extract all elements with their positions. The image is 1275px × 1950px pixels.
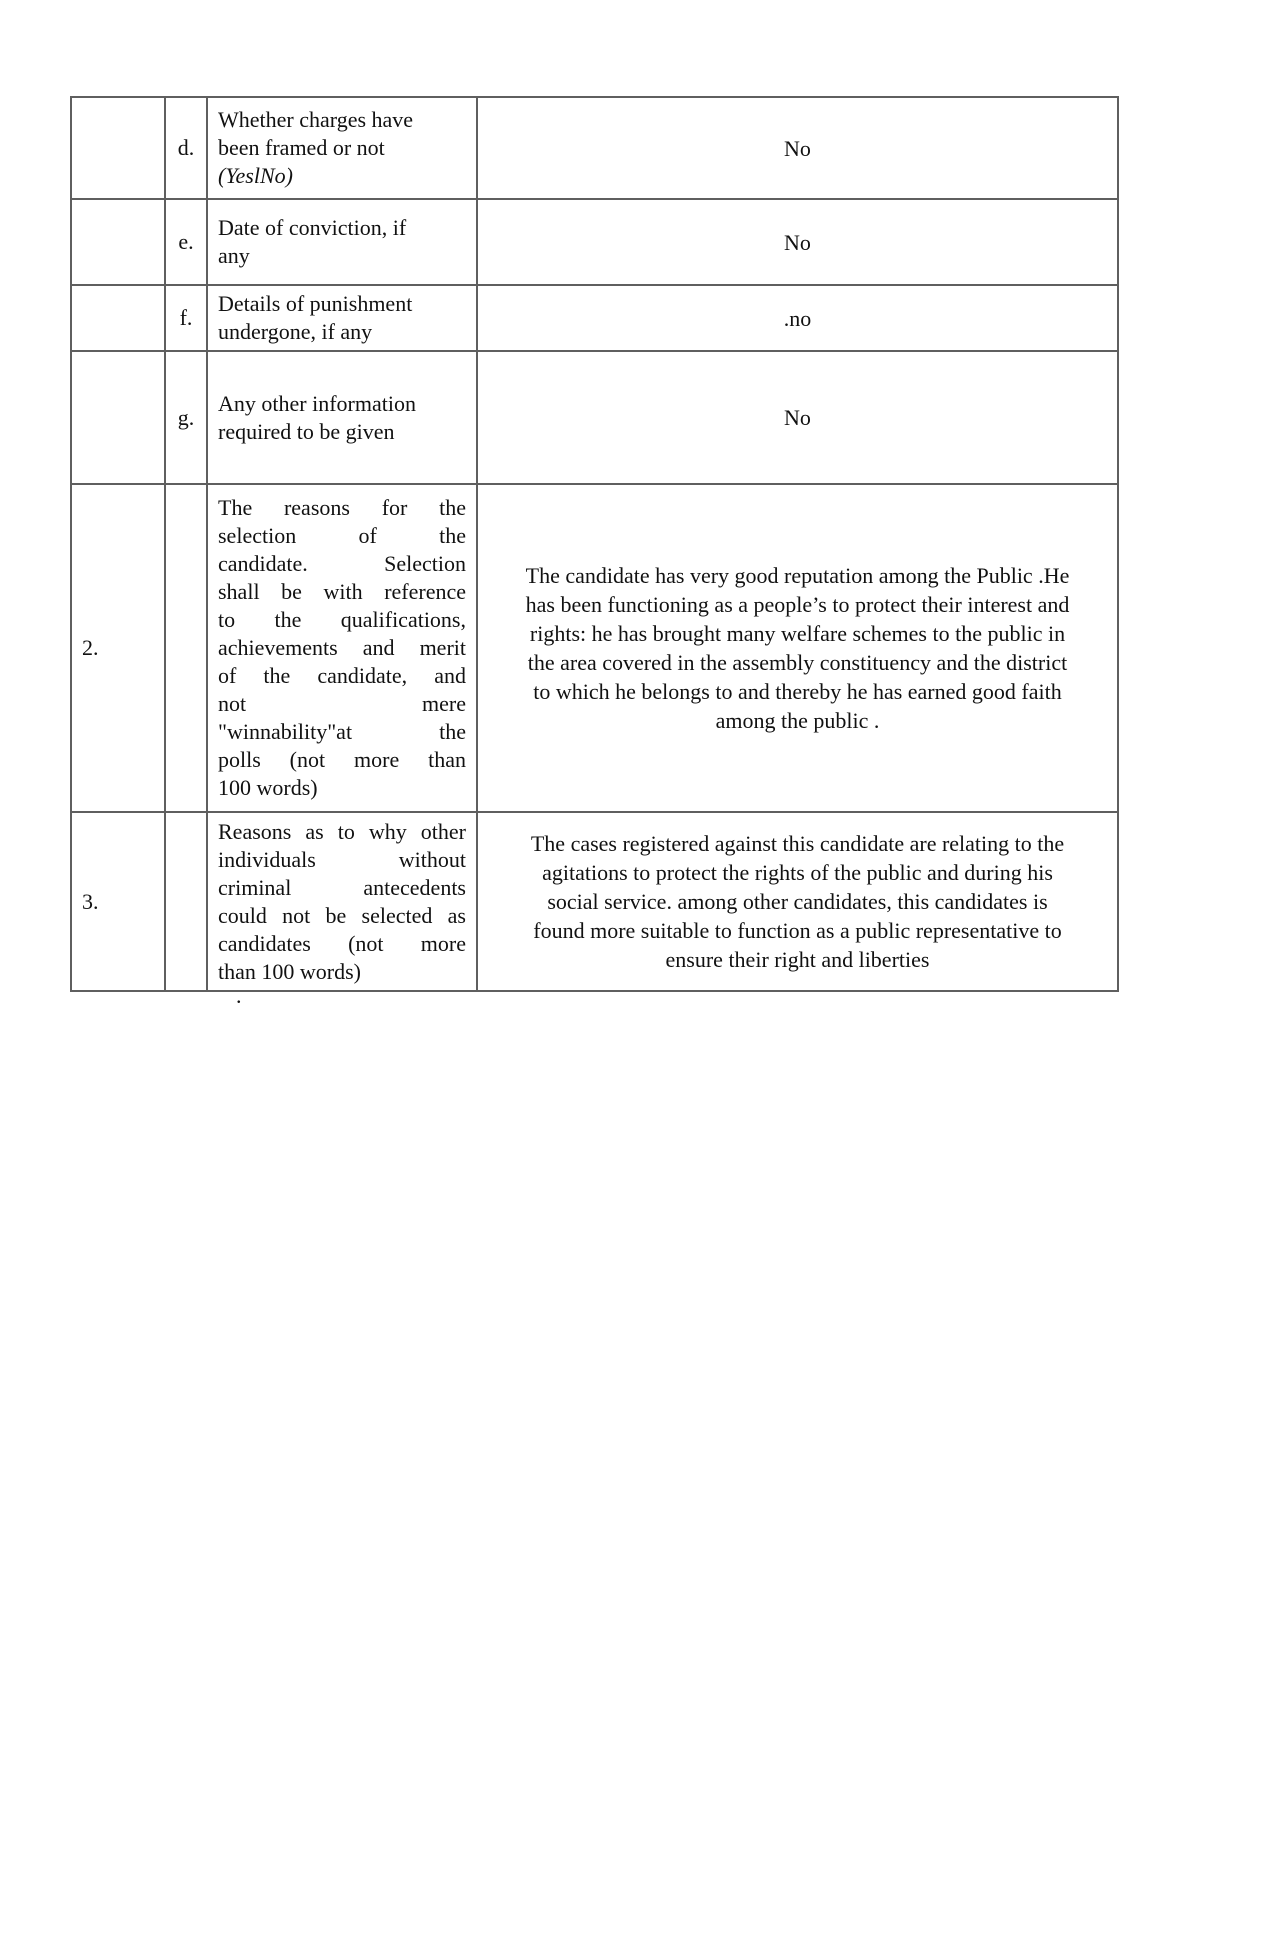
row-number-cell: 2. [71, 484, 165, 812]
row-value-cell [477, 812, 1118, 991]
row-letter-cell: g. [165, 351, 207, 484]
value-text: No [784, 229, 811, 255]
row-value-cell [477, 97, 1118, 199]
row-number-cell [71, 351, 165, 484]
table-row-other-information [71, 351, 1118, 484]
row-letter-cell: e. [165, 199, 207, 285]
row-letter-cell: f. [165, 285, 207, 351]
row-value-cell [477, 484, 1118, 812]
value-text: The candidate has very good reputation among the Public .He has been functioning as a people’s to protect their interest and rights: he has brought many welfare schemes to the public in the area covered in the assembly constituency and the district to which he belongs to and thereby he has earned good faith among the public . [525, 563, 1070, 733]
row-number-cell [71, 97, 165, 199]
label-text: Any other information required to be given [218, 390, 416, 444]
value-text: No [784, 135, 811, 161]
row-letter-cell [165, 484, 207, 812]
table-row-charges-framed [71, 97, 1118, 199]
table-row-reasons-others-not-selected [71, 812, 1118, 991]
candidate-antecedents-table [70, 96, 1119, 992]
value-text: The cases registered against this candidate are relating to the agitations to protect the rights of the public and during his social service. among other candidates, this candidates is found more suitable to function as a public representative to ensure their right and liberties [530, 831, 1065, 972]
stray-period: . [236, 983, 242, 1008]
value-text: .no [783, 305, 812, 331]
label-text: Reasons as to why other individuals without criminal antecedents could not be selected as candidates (not more than 100 words) [218, 818, 466, 984]
row-label-cell [207, 812, 477, 991]
row-label-cell [207, 97, 477, 199]
label-text: Whether charges have been framed or not [218, 107, 414, 160]
label-text: The reasons for the selection of the candidate. Selection shall be with reference to the qualifications, achievements and merit of the candidate, and not mere "winnability"at the polls (not more than 100 words) [218, 495, 466, 800]
value-text: No [784, 405, 811, 430]
row-label-cell [207, 285, 477, 351]
row-letter-cell [165, 812, 207, 991]
row-value-cell [477, 199, 1118, 285]
row-value-cell [477, 285, 1118, 351]
row-label-cell [207, 351, 477, 484]
row-label-cell [207, 484, 477, 812]
label-text: Date of conviction, if any [218, 215, 407, 268]
row-number-cell: 3. [71, 812, 165, 991]
row-letter-cell: d. [165, 97, 207, 199]
table-row-punishment-details [71, 285, 1118, 351]
table-row-conviction-date [71, 199, 1118, 285]
table-row-reasons-for-selection [71, 484, 1118, 812]
label-text: Details of punishment undergone, if any [218, 291, 413, 344]
row-label-cell [207, 199, 477, 285]
row-number-cell [71, 285, 165, 351]
label-italic-note: (YeslNo) [218, 163, 293, 188]
row-number-cell [71, 199, 165, 285]
row-value-cell [477, 351, 1118, 484]
